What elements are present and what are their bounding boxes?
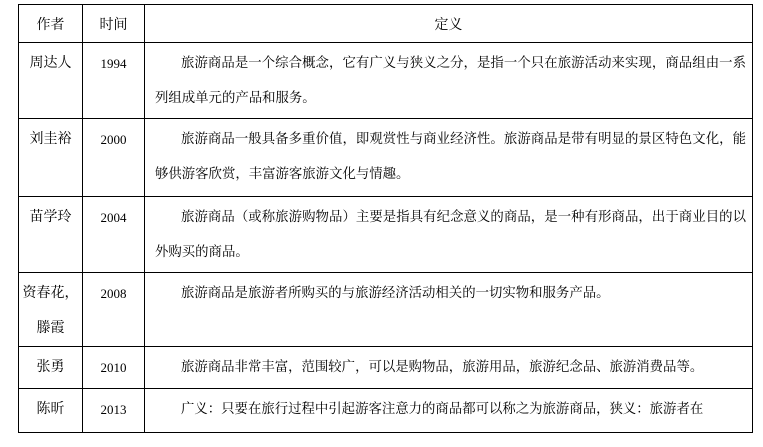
definition-cell: 旅游商品一般具备多重价值，即观赏性与商业经济性。旅游商品是带有明显的景区特色文化，能够供游客欣赏，丰富游客旅游文化与情趣。 [145, 119, 753, 197]
year-cell: 2010 [83, 347, 145, 389]
author-cell: 资春花，滕霞 [19, 273, 83, 347]
header-row [19, 5, 753, 43]
year-cell: 1994 [83, 43, 145, 119]
table-row [19, 119, 753, 197]
table-row [19, 389, 753, 433]
definition-cell: 旅游商品是旅游者所购买的与旅游经济活动相关的一切实物和服务产品。 [145, 273, 753, 347]
header-author: 作者 [19, 5, 83, 43]
year-cell: 2004 [83, 197, 145, 273]
definition-cell: 旅游商品（或称旅游购物品）主要是指具有纪念意义的商品，是一种有形商品，出于商业目的以外购买的商品。 [145, 197, 753, 273]
definitions-table [18, 4, 753, 433]
author-cell: 陈昕 [19, 389, 83, 433]
table-row [19, 197, 753, 273]
header-year: 时间 [83, 5, 145, 43]
table-row [19, 43, 753, 119]
author-cell: 张勇 [19, 347, 83, 389]
header-definition: 定义 [145, 5, 753, 43]
year-cell: 2008 [83, 273, 145, 347]
table-row [19, 273, 753, 347]
author-cell: 刘圭裕 [19, 119, 83, 197]
author-cell: 苗学玲 [19, 197, 83, 273]
year-cell: 2013 [83, 389, 145, 433]
author-cell: 周达人 [19, 43, 83, 119]
definitions-table-container [18, 4, 753, 433]
year-cell: 2000 [83, 119, 145, 197]
definition-cell: 旅游商品非常丰富，范围较广，可以是购物品，旅游用品，旅游纪念品、旅游消费品等。 [145, 347, 753, 389]
definition-cell: 旅游商品是一个综合概念，它有广义与狭义之分，是指一个只在旅游活动来实现，商品组由一系列组成单元的产品和服务。 [145, 43, 753, 119]
table-row [19, 347, 753, 389]
definition-cell: 广义：只要在旅行过程中引起游客注意力的商品都可以称之为旅游商品，狭义：旅游者在 [145, 389, 753, 433]
